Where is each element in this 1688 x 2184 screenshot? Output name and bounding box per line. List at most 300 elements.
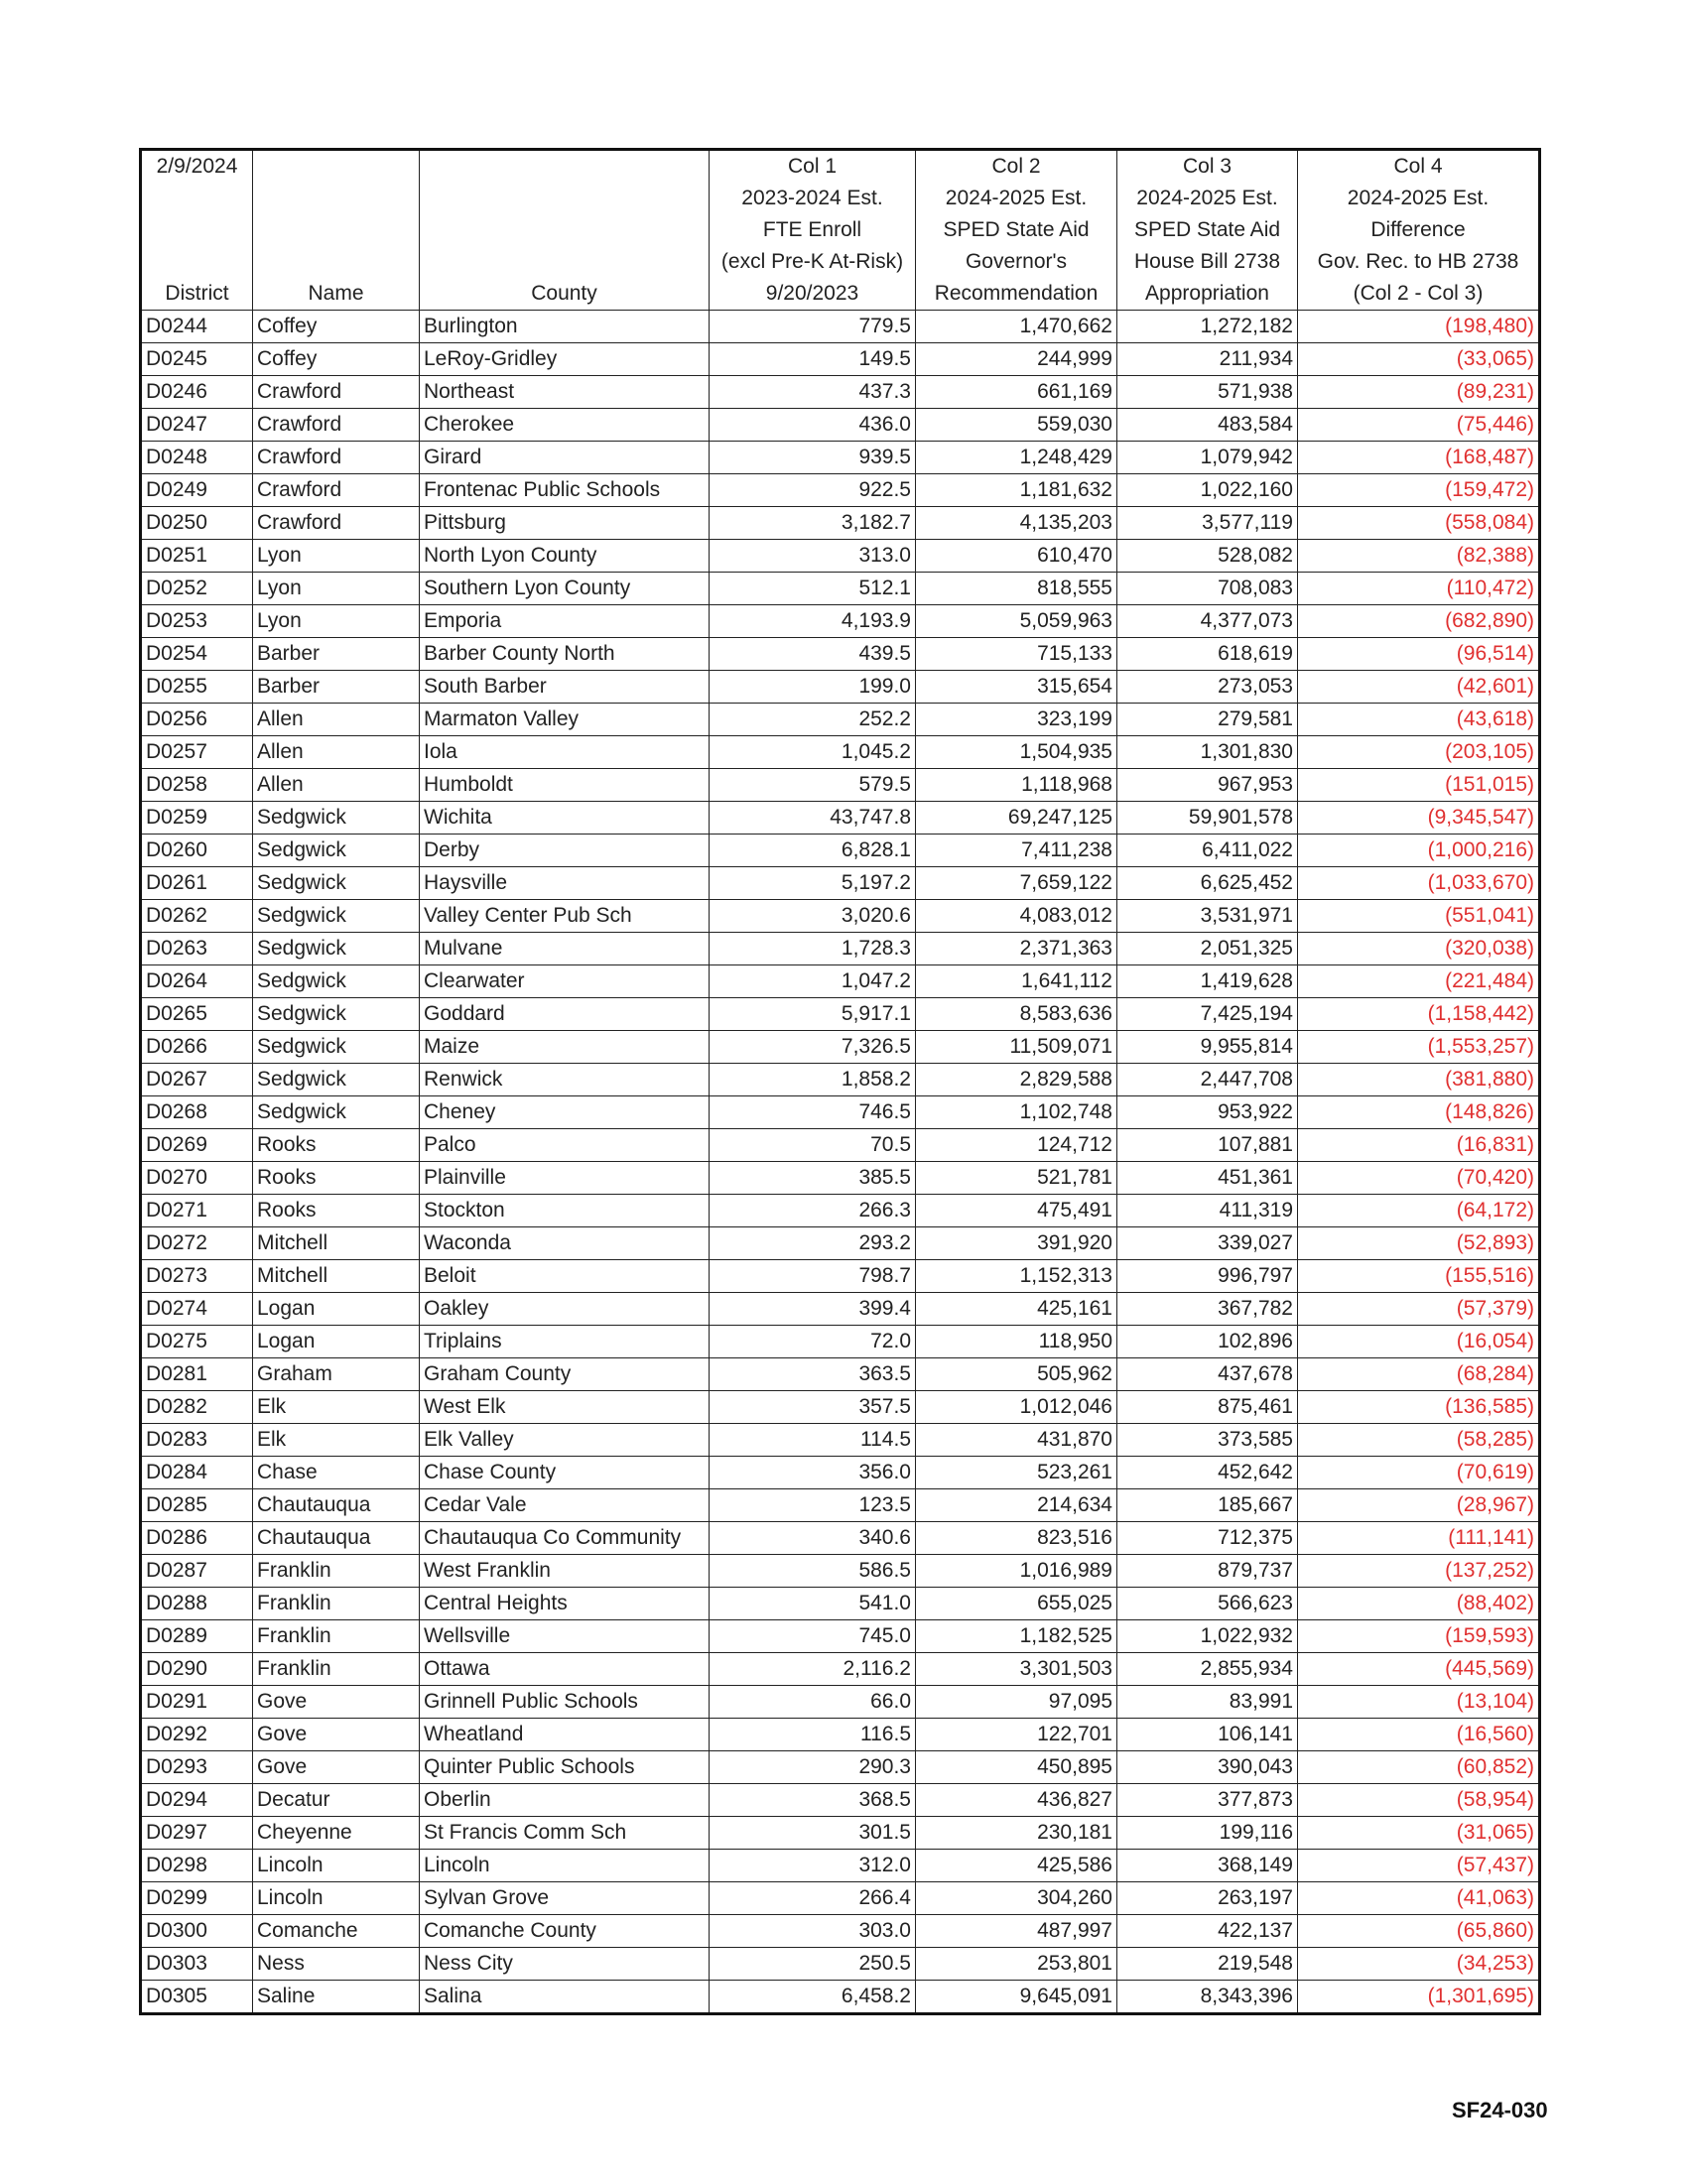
difference-cell: (221,484) bbox=[1298, 965, 1540, 998]
district-cell: D0298 bbox=[141, 1850, 253, 1882]
hb2738-cell: 6,625,452 bbox=[1117, 867, 1298, 900]
fte-enroll-cell: 512.1 bbox=[710, 573, 916, 605]
gov-rec-cell: 559,030 bbox=[916, 409, 1117, 442]
name-cell: Franklin bbox=[253, 1555, 420, 1588]
hb2738-cell: 219,548 bbox=[1117, 1948, 1298, 1981]
county-cell: Chase County bbox=[420, 1457, 710, 1489]
col2-header: Recommendation bbox=[916, 278, 1117, 311]
fte-enroll-cell: 1,728.3 bbox=[710, 933, 916, 965]
col3-header: 2024-2025 Est. bbox=[1117, 183, 1298, 214]
name-cell: Sedgwick bbox=[253, 998, 420, 1031]
district-cell: D0246 bbox=[141, 376, 253, 409]
fte-enroll-cell: 3,020.6 bbox=[710, 900, 916, 933]
hb2738-cell: 2,051,325 bbox=[1117, 933, 1298, 965]
table-row bbox=[141, 1031, 1540, 1064]
name-cell: Gove bbox=[253, 1719, 420, 1751]
table-row bbox=[141, 1751, 1540, 1784]
table-row bbox=[141, 933, 1540, 965]
district-cell: D0271 bbox=[141, 1195, 253, 1227]
name-cell: Chautauqua bbox=[253, 1522, 420, 1555]
hb2738-cell: 4,377,073 bbox=[1117, 605, 1298, 638]
gov-rec-cell: 323,199 bbox=[916, 704, 1117, 736]
fte-enroll-cell: 116.5 bbox=[710, 1719, 916, 1751]
table-row bbox=[141, 704, 1540, 736]
difference-cell: (16,831) bbox=[1298, 1129, 1540, 1162]
difference-cell: (52,893) bbox=[1298, 1227, 1540, 1260]
difference-cell: (75,446) bbox=[1298, 409, 1540, 442]
fte-enroll-cell: 746.5 bbox=[710, 1096, 916, 1129]
county-cell: Pittsburg bbox=[420, 507, 710, 540]
header-row-3 bbox=[141, 214, 1540, 246]
difference-cell: (58,954) bbox=[1298, 1784, 1540, 1817]
gov-rec-cell: 818,555 bbox=[916, 573, 1117, 605]
gov-rec-cell: 4,083,012 bbox=[916, 900, 1117, 933]
table-row bbox=[141, 802, 1540, 835]
gov-rec-cell: 9,645,091 bbox=[916, 1981, 1117, 2014]
gov-rec-cell: 521,781 bbox=[916, 1162, 1117, 1195]
district-cell: D0291 bbox=[141, 1686, 253, 1719]
fte-enroll-cell: 356.0 bbox=[710, 1457, 916, 1489]
name-cell: Decatur bbox=[253, 1784, 420, 1817]
difference-cell: (1,158,442) bbox=[1298, 998, 1540, 1031]
name-cell: Logan bbox=[253, 1326, 420, 1358]
table-row bbox=[141, 1588, 1540, 1620]
aid-table bbox=[139, 148, 1541, 2015]
hb2738-cell: 708,083 bbox=[1117, 573, 1298, 605]
district-cell: D0300 bbox=[141, 1915, 253, 1948]
table-row bbox=[141, 638, 1540, 671]
difference-cell: (1,553,257) bbox=[1298, 1031, 1540, 1064]
difference-cell: (148,826) bbox=[1298, 1096, 1540, 1129]
gov-rec-cell: 1,181,632 bbox=[916, 474, 1117, 507]
hb2738-cell: 483,584 bbox=[1117, 409, 1298, 442]
district-cell: D0252 bbox=[141, 573, 253, 605]
county-cell: Ness City bbox=[420, 1948, 710, 1981]
difference-cell: (16,560) bbox=[1298, 1719, 1540, 1751]
difference-cell: (57,437) bbox=[1298, 1850, 1540, 1882]
fte-enroll-cell: 939.5 bbox=[710, 442, 916, 474]
fte-enroll-cell: 579.5 bbox=[710, 769, 916, 802]
district-cell: D0251 bbox=[141, 540, 253, 573]
county-cell: Emporia bbox=[420, 605, 710, 638]
hb2738-cell: 59,901,578 bbox=[1117, 802, 1298, 835]
difference-cell: (1,000,216) bbox=[1298, 835, 1540, 867]
county-cell: Central Heights bbox=[420, 1588, 710, 1620]
table-row bbox=[141, 1358, 1540, 1391]
hb2738-cell: 373,585 bbox=[1117, 1424, 1298, 1457]
col3-header: Appropriation bbox=[1117, 278, 1298, 311]
county-cell: Mulvane bbox=[420, 933, 710, 965]
county-cell: Cherokee bbox=[420, 409, 710, 442]
difference-cell: (68,284) bbox=[1298, 1358, 1540, 1391]
fte-enroll-cell: 798.7 bbox=[710, 1260, 916, 1293]
district-cell: D0292 bbox=[141, 1719, 253, 1751]
district-cell: D0285 bbox=[141, 1489, 253, 1522]
table-row bbox=[141, 900, 1540, 933]
county-cell: Oakley bbox=[420, 1293, 710, 1326]
fte-enroll-cell: 250.5 bbox=[710, 1948, 916, 1981]
name-cell: Rooks bbox=[253, 1129, 420, 1162]
district-cell: D0275 bbox=[141, 1326, 253, 1358]
county-cell: Palco bbox=[420, 1129, 710, 1162]
county-cell: Renwick bbox=[420, 1064, 710, 1096]
county-cell: Haysville bbox=[420, 867, 710, 900]
fte-enroll-cell: 6,458.2 bbox=[710, 1981, 916, 2014]
county-cell: Cedar Vale bbox=[420, 1489, 710, 1522]
header-row-5 bbox=[141, 278, 1540, 311]
gov-rec-cell: 8,583,636 bbox=[916, 998, 1117, 1031]
name-cell: Lincoln bbox=[253, 1850, 420, 1882]
table-row bbox=[141, 376, 1540, 409]
district-cell: D0250 bbox=[141, 507, 253, 540]
difference-cell: (28,967) bbox=[1298, 1489, 1540, 1522]
county-cell: Clearwater bbox=[420, 965, 710, 998]
table-row bbox=[141, 736, 1540, 769]
difference-cell: (34,253) bbox=[1298, 1948, 1540, 1981]
fte-enroll-cell: 439.5 bbox=[710, 638, 916, 671]
hb2738-cell: 279,581 bbox=[1117, 704, 1298, 736]
difference-cell: (57,379) bbox=[1298, 1293, 1540, 1326]
county-cell: Wellsville bbox=[420, 1620, 710, 1653]
table-row bbox=[141, 1882, 1540, 1915]
table-row bbox=[141, 1489, 1540, 1522]
district-cell: D0261 bbox=[141, 867, 253, 900]
hb2738-cell: 967,953 bbox=[1117, 769, 1298, 802]
col4-header: Difference bbox=[1298, 214, 1540, 246]
fte-enroll-cell: 123.5 bbox=[710, 1489, 916, 1522]
table-row bbox=[141, 1522, 1540, 1555]
hb2738-cell: 9,955,814 bbox=[1117, 1031, 1298, 1064]
table-row bbox=[141, 605, 1540, 638]
county-cell: Burlington bbox=[420, 311, 710, 343]
gov-rec-cell: 5,059,963 bbox=[916, 605, 1117, 638]
difference-cell: (110,472) bbox=[1298, 573, 1540, 605]
name-cell: Sedgwick bbox=[253, 965, 420, 998]
county-cell: Plainville bbox=[420, 1162, 710, 1195]
county-cell: Grinnell Public Schools bbox=[420, 1686, 710, 1719]
name-cell: Crawford bbox=[253, 409, 420, 442]
county-cell: Southern Lyon County bbox=[420, 573, 710, 605]
table-row bbox=[141, 573, 1540, 605]
name-cell: Crawford bbox=[253, 507, 420, 540]
difference-cell: (159,593) bbox=[1298, 1620, 1540, 1653]
difference-cell: (381,880) bbox=[1298, 1064, 1540, 1096]
fte-enroll-cell: 199.0 bbox=[710, 671, 916, 704]
gov-rec-cell: 4,135,203 bbox=[916, 507, 1117, 540]
fte-enroll-cell: 385.5 bbox=[710, 1162, 916, 1195]
col1-header: FTE Enroll bbox=[710, 214, 916, 246]
hb2738-cell: 377,873 bbox=[1117, 1784, 1298, 1817]
fte-enroll-cell: 1,047.2 bbox=[710, 965, 916, 998]
name-cell: Crawford bbox=[253, 376, 420, 409]
gov-rec-cell: 1,182,525 bbox=[916, 1620, 1117, 1653]
gov-rec-cell: 7,659,122 bbox=[916, 867, 1117, 900]
name-cell: Allen bbox=[253, 704, 420, 736]
fte-enroll-cell: 70.5 bbox=[710, 1129, 916, 1162]
county-cell: Iola bbox=[420, 736, 710, 769]
table-row bbox=[141, 1686, 1540, 1719]
name-cell: Rooks bbox=[253, 1195, 420, 1227]
col1-header: Col 1 bbox=[710, 150, 916, 184]
district-cell: D0266 bbox=[141, 1031, 253, 1064]
hb2738-cell: 3,531,971 bbox=[1117, 900, 1298, 933]
fte-enroll-cell: 252.2 bbox=[710, 704, 916, 736]
table-row bbox=[141, 1915, 1540, 1948]
fte-enroll-cell: 4,193.9 bbox=[710, 605, 916, 638]
name-cell: Rooks bbox=[253, 1162, 420, 1195]
hb2738-cell: 571,938 bbox=[1117, 376, 1298, 409]
table-row bbox=[141, 1784, 1540, 1817]
gov-rec-cell: 2,829,588 bbox=[916, 1064, 1117, 1096]
district-cell: D0288 bbox=[141, 1588, 253, 1620]
col2-header: Governor's bbox=[916, 246, 1117, 278]
table-row bbox=[141, 998, 1540, 1031]
gov-rec-cell: 124,712 bbox=[916, 1129, 1117, 1162]
fte-enroll-cell: 922.5 bbox=[710, 474, 916, 507]
district-cell: D0289 bbox=[141, 1620, 253, 1653]
gov-rec-cell: 661,169 bbox=[916, 376, 1117, 409]
table-row bbox=[141, 769, 1540, 802]
col3-header: SPED State Aid bbox=[1117, 214, 1298, 246]
fte-enroll-cell: 437.3 bbox=[710, 376, 916, 409]
county-cell: Oberlin bbox=[420, 1784, 710, 1817]
col2-header: Col 2 bbox=[916, 150, 1117, 184]
table-row bbox=[141, 1326, 1540, 1358]
name-cell: Gove bbox=[253, 1686, 420, 1719]
name-cell: Crawford bbox=[253, 474, 420, 507]
header-row-2 bbox=[141, 183, 1540, 214]
difference-cell: (70,619) bbox=[1298, 1457, 1540, 1489]
gov-rec-cell: 450,895 bbox=[916, 1751, 1117, 1784]
hb2738-cell: 1,272,182 bbox=[1117, 311, 1298, 343]
hb2738-cell: 368,149 bbox=[1117, 1850, 1298, 1882]
fte-enroll-cell: 66.0 bbox=[710, 1686, 916, 1719]
gov-rec-cell: 436,827 bbox=[916, 1784, 1117, 1817]
district-cell: D0253 bbox=[141, 605, 253, 638]
district-cell: D0247 bbox=[141, 409, 253, 442]
fte-enroll-cell: 266.4 bbox=[710, 1882, 916, 1915]
hb2738-cell: 102,896 bbox=[1117, 1326, 1298, 1358]
difference-cell: (88,402) bbox=[1298, 1588, 1540, 1620]
table-row bbox=[141, 1293, 1540, 1326]
name-cell: Allen bbox=[253, 736, 420, 769]
hb2738-cell: 7,425,194 bbox=[1117, 998, 1298, 1031]
name-cell: Sedgwick bbox=[253, 1096, 420, 1129]
name-cell: Comanche bbox=[253, 1915, 420, 1948]
difference-cell: (682,890) bbox=[1298, 605, 1540, 638]
fte-enroll-cell: 290.3 bbox=[710, 1751, 916, 1784]
difference-cell: (58,285) bbox=[1298, 1424, 1540, 1457]
fte-enroll-cell: 72.0 bbox=[710, 1326, 916, 1358]
difference-cell: (445,569) bbox=[1298, 1653, 1540, 1686]
difference-cell: (70,420) bbox=[1298, 1162, 1540, 1195]
name-header: Name bbox=[253, 278, 420, 311]
table-row bbox=[141, 1457, 1540, 1489]
gov-rec-cell: 505,962 bbox=[916, 1358, 1117, 1391]
table-row bbox=[141, 343, 1540, 376]
gov-rec-cell: 523,261 bbox=[916, 1457, 1117, 1489]
county-cell: Girard bbox=[420, 442, 710, 474]
name-cell: Sedgwick bbox=[253, 933, 420, 965]
name-cell: Ness bbox=[253, 1948, 420, 1981]
fte-enroll-cell: 114.5 bbox=[710, 1424, 916, 1457]
header-row-1 bbox=[141, 150, 1540, 184]
col4-header: Col 4 bbox=[1298, 150, 1540, 184]
county-cell: Comanche County bbox=[420, 1915, 710, 1948]
name-cell: Sedgwick bbox=[253, 1064, 420, 1096]
hb2738-cell: 211,934 bbox=[1117, 343, 1298, 376]
hb2738-cell: 528,082 bbox=[1117, 540, 1298, 573]
district-cell: D0268 bbox=[141, 1096, 253, 1129]
difference-cell: (96,514) bbox=[1298, 638, 1540, 671]
county-cell: Humboldt bbox=[420, 769, 710, 802]
table-row bbox=[141, 1981, 1540, 2014]
county-cell: Quinter Public Schools bbox=[420, 1751, 710, 1784]
county-cell: Salina bbox=[420, 1981, 710, 2014]
district-cell: D0257 bbox=[141, 736, 253, 769]
gov-rec-cell: 1,152,313 bbox=[916, 1260, 1117, 1293]
difference-cell: (42,601) bbox=[1298, 671, 1540, 704]
county-cell: Sylvan Grove bbox=[420, 1882, 710, 1915]
hb2738-cell: 3,577,119 bbox=[1117, 507, 1298, 540]
county-cell: Cheney bbox=[420, 1096, 710, 1129]
district-cell: D0259 bbox=[141, 802, 253, 835]
hb2738-cell: 1,419,628 bbox=[1117, 965, 1298, 998]
hb2738-cell: 8,343,396 bbox=[1117, 1981, 1298, 2014]
table-row bbox=[141, 1817, 1540, 1850]
difference-cell: (1,301,695) bbox=[1298, 1981, 1540, 2014]
gov-rec-cell: 244,999 bbox=[916, 343, 1117, 376]
fte-enroll-cell: 436.0 bbox=[710, 409, 916, 442]
fte-enroll-cell: 5,917.1 bbox=[710, 998, 916, 1031]
table-row bbox=[141, 1719, 1540, 1751]
district-cell: D0267 bbox=[141, 1064, 253, 1096]
fte-enroll-cell: 745.0 bbox=[710, 1620, 916, 1653]
table-row bbox=[141, 474, 1540, 507]
difference-cell: (89,231) bbox=[1298, 376, 1540, 409]
fte-enroll-cell: 3,182.7 bbox=[710, 507, 916, 540]
difference-cell: (82,388) bbox=[1298, 540, 1540, 573]
hb2738-cell: 6,411,022 bbox=[1117, 835, 1298, 867]
col1-header: 9/20/2023 bbox=[710, 278, 916, 311]
name-cell: Saline bbox=[253, 1981, 420, 2014]
hb2738-cell: 566,623 bbox=[1117, 1588, 1298, 1620]
fte-enroll-cell: 313.0 bbox=[710, 540, 916, 573]
fte-enroll-cell: 43,747.8 bbox=[710, 802, 916, 835]
hb2738-cell: 106,141 bbox=[1117, 1719, 1298, 1751]
difference-cell: (1,033,670) bbox=[1298, 867, 1540, 900]
fte-enroll-cell: 541.0 bbox=[710, 1588, 916, 1620]
district-cell: D0287 bbox=[141, 1555, 253, 1588]
gov-rec-cell: 655,025 bbox=[916, 1588, 1117, 1620]
difference-cell: (558,084) bbox=[1298, 507, 1540, 540]
hb2738-cell: 411,319 bbox=[1117, 1195, 1298, 1227]
district-cell: D0281 bbox=[141, 1358, 253, 1391]
district-cell: D0262 bbox=[141, 900, 253, 933]
col1-header: (excl Pre-K At-Risk) bbox=[710, 246, 916, 278]
table-row bbox=[141, 671, 1540, 704]
fte-enroll-cell: 6,828.1 bbox=[710, 835, 916, 867]
difference-cell: (16,054) bbox=[1298, 1326, 1540, 1358]
table-body bbox=[141, 311, 1540, 2014]
district-cell: D0249 bbox=[141, 474, 253, 507]
district-cell: D0265 bbox=[141, 998, 253, 1031]
fte-enroll-cell: 301.5 bbox=[710, 1817, 916, 1850]
name-cell: Graham bbox=[253, 1358, 420, 1391]
county-cell: Triplains bbox=[420, 1326, 710, 1358]
name-cell: Lyon bbox=[253, 540, 420, 573]
name-cell: Franklin bbox=[253, 1653, 420, 1686]
hb2738-cell: 339,027 bbox=[1117, 1227, 1298, 1260]
county-header: County bbox=[420, 278, 710, 311]
fte-enroll-cell: 368.5 bbox=[710, 1784, 916, 1817]
district-cell: D0297 bbox=[141, 1817, 253, 1850]
district-cell: D0274 bbox=[141, 1293, 253, 1326]
name-cell: Allen bbox=[253, 769, 420, 802]
fte-enroll-cell: 303.0 bbox=[710, 1915, 916, 1948]
district-cell: D0286 bbox=[141, 1522, 253, 1555]
fte-enroll-cell: 149.5 bbox=[710, 343, 916, 376]
name-cell: Coffey bbox=[253, 343, 420, 376]
fte-enroll-cell: 312.0 bbox=[710, 1850, 916, 1882]
col3-header: House Bill 2738 bbox=[1117, 246, 1298, 278]
col1-header: 2023-2024 Est. bbox=[710, 183, 916, 214]
hb2738-cell: 1,022,160 bbox=[1117, 474, 1298, 507]
district-cell: D0284 bbox=[141, 1457, 253, 1489]
gov-rec-cell: 425,161 bbox=[916, 1293, 1117, 1326]
name-cell: Mitchell bbox=[253, 1227, 420, 1260]
hb2738-cell: 422,137 bbox=[1117, 1915, 1298, 1948]
gov-rec-cell: 230,181 bbox=[916, 1817, 1117, 1850]
district-cell: D0299 bbox=[141, 1882, 253, 1915]
county-cell: Northeast bbox=[420, 376, 710, 409]
district-header: District bbox=[141, 278, 253, 311]
fte-enroll-cell: 266.3 bbox=[710, 1195, 916, 1227]
fte-enroll-cell: 363.5 bbox=[710, 1358, 916, 1391]
district-cell: D0282 bbox=[141, 1391, 253, 1424]
hb2738-cell: 83,991 bbox=[1117, 1686, 1298, 1719]
county-cell: Ottawa bbox=[420, 1653, 710, 1686]
gov-rec-cell: 315,654 bbox=[916, 671, 1117, 704]
county-cell: Lincoln bbox=[420, 1850, 710, 1882]
gov-rec-cell: 118,950 bbox=[916, 1326, 1117, 1358]
table-row bbox=[141, 1260, 1540, 1293]
county-cell: North Lyon County bbox=[420, 540, 710, 573]
hb2738-cell: 1,301,830 bbox=[1117, 736, 1298, 769]
gov-rec-cell: 11,509,071 bbox=[916, 1031, 1117, 1064]
table-row bbox=[141, 1195, 1540, 1227]
county-cell: Wheatland bbox=[420, 1719, 710, 1751]
district-cell: D0293 bbox=[141, 1751, 253, 1784]
name-cell: Sedgwick bbox=[253, 900, 420, 933]
district-cell: D0245 bbox=[141, 343, 253, 376]
hb2738-cell: 263,197 bbox=[1117, 1882, 1298, 1915]
fte-enroll-cell: 779.5 bbox=[710, 311, 916, 343]
hb2738-cell: 452,642 bbox=[1117, 1457, 1298, 1489]
difference-cell: (60,852) bbox=[1298, 1751, 1540, 1784]
table-row bbox=[141, 1162, 1540, 1195]
hb2738-cell: 879,737 bbox=[1117, 1555, 1298, 1588]
hb2738-cell: 437,678 bbox=[1117, 1358, 1298, 1391]
difference-cell: (151,015) bbox=[1298, 769, 1540, 802]
name-cell: Sedgwick bbox=[253, 867, 420, 900]
county-cell: West Franklin bbox=[420, 1555, 710, 1588]
county-cell: Barber County North bbox=[420, 638, 710, 671]
gov-rec-cell: 7,411,238 bbox=[916, 835, 1117, 867]
hb2738-cell: 1,022,932 bbox=[1117, 1620, 1298, 1653]
table-row bbox=[141, 540, 1540, 573]
name-cell: Mitchell bbox=[253, 1260, 420, 1293]
